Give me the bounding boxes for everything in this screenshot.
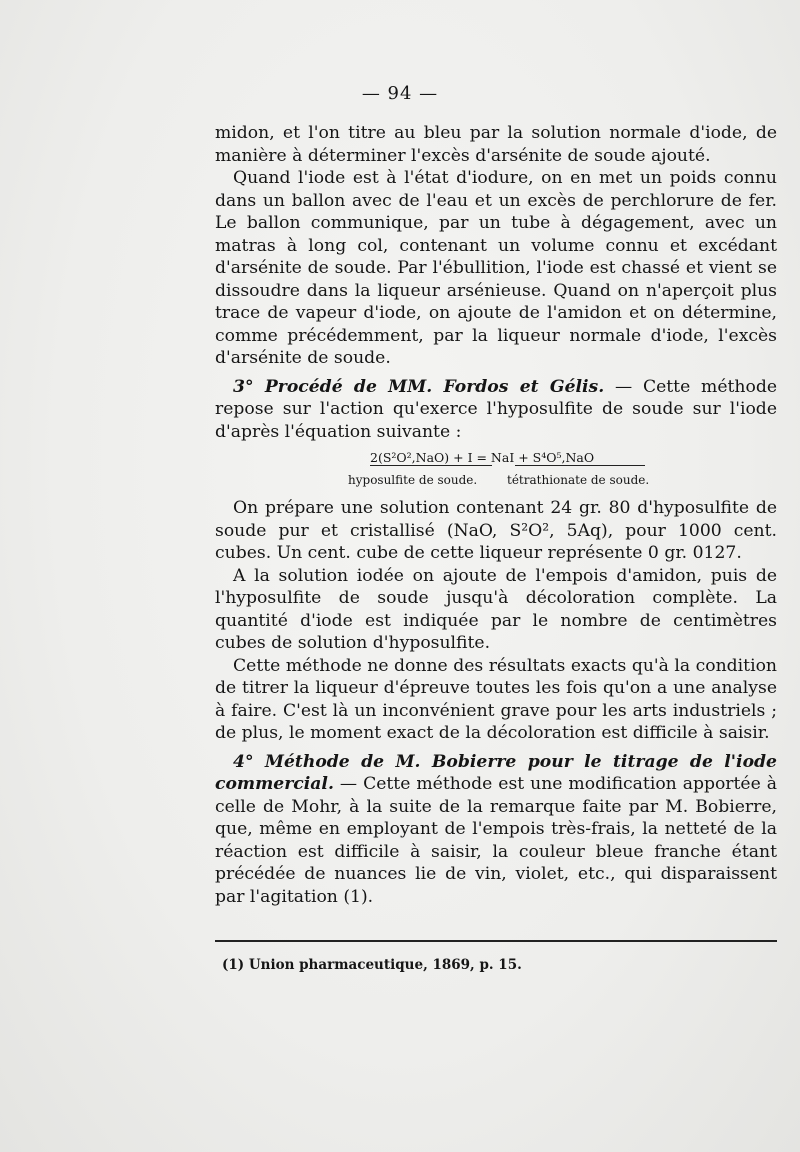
section-heading: 3° Procédé de MM. Fordos et Gélis. xyxy=(233,376,605,397)
equation-label-right: tétrathionate de soude. xyxy=(507,473,650,487)
page-number: — 94 — xyxy=(361,83,439,104)
paragraph: Quand l'iode est à l'état d'iodure, on en met un poids connu dans un ballon avec de l'eau et un excès de perchlorure de fer. Le ballon communique, par un tube à dégagement, avec un matras à long col, contenant un volume connu et excédant d'arsénite de soude. Par l'ébullition, l'iode est chassé et vient se dissoudre dans la liqueur arsénieuse. Quand on n'aperçoit plus trace de vapeur d'iode, on ajoute de l'amidon et on détermine, comme précédemment, par la liqueur normale d'iode, l'excès d'arsénite de soude. xyxy=(215,168,777,368)
footnote-rule xyxy=(215,940,777,942)
paragraph: midon, et l'on titre au bleu par la solution normale d'iode, de manière à déterminer l'excès d'arsénite de soude ajouté. xyxy=(215,123,777,166)
paragraph-text: — Cette méthode est une modification apportée à celle de Mohr, à la suite de la remarque faite par M. Bobierre, que, même en employant de l'empois très-frais, la netteté de la réaction est difficile à saisir, la couleur bleue franche étant précédée de nuances lie de vin, violet, etc., qui disparaissent par l'agitation (1). xyxy=(215,774,777,907)
footnote: (1) Union pharmaceutique, 1869, p. 15. xyxy=(222,957,522,973)
equation-underline xyxy=(515,465,645,466)
chemical-equation xyxy=(215,447,777,491)
paragraph: On prépare une solution contenant 24 gr. 80 d'hyposulfite de soude pur et cristallisé (NaO, S²O², 5Aq), pour 1000 cent. cubes. Un cent. cube de cette liqueur représente 0 gr. 0127. xyxy=(215,498,777,563)
equation-label-left: hyposulfite de soude. xyxy=(348,473,478,487)
body-text xyxy=(215,122,777,908)
section-heading: 4° Méthode de M. Bobierre pour le titrage de l'iode commercial. xyxy=(215,751,777,794)
paragraph xyxy=(215,376,777,444)
paragraph xyxy=(215,751,777,909)
paragraph: Cette méthode ne donne des résultats exacts qu'à la condition de titrer la liqueur d'épreuve toutes les fois qu'on a une analyse à faire. C'est là un inconvénient grave pour les arts industriels ; de plus, le moment exact de la décoloration est difficile à saisir. xyxy=(215,655,777,743)
paragraph: A la solution iodée on ajoute de l'empois d'amidon, puis de l'hyposulfite de soude jusqu'à décoloration complète. La quantité d'iode est indiquée par le nombre de centimètres cubes de solution d'hyposulfite. xyxy=(215,565,777,653)
equation-underline xyxy=(370,465,492,466)
paragraph-text: — Cette méthode repose sur l'action qu'exerce l'hyposulfite de soude sur l'iode d'après l'équation suivante : xyxy=(215,376,777,442)
equation-formula: 2(S²O²,NaO) + I = NaI + S⁴O⁵,NaO xyxy=(370,450,595,465)
